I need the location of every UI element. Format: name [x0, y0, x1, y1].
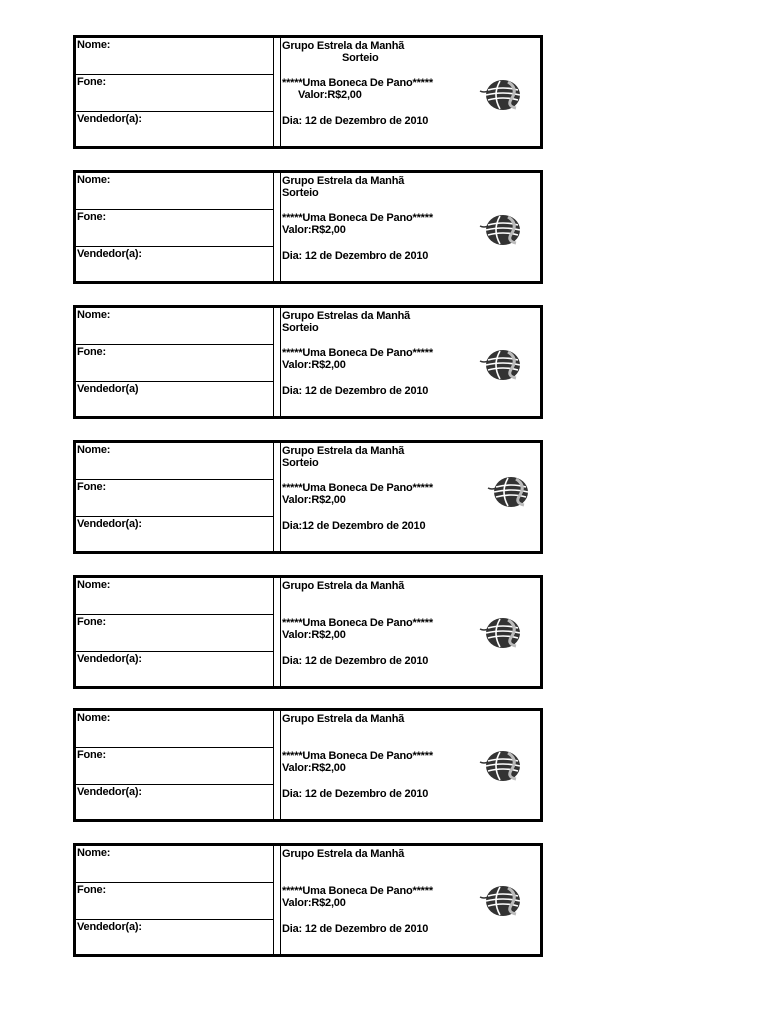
prize-text: *****Uma Boneca De Pano***** — [282, 212, 433, 224]
nome-label: Nome: — [76, 846, 273, 883]
sorteio-label: Sorteio — [342, 52, 379, 64]
group-name: Grupo Estrela da Manhã — [282, 580, 405, 592]
nome-label: Nome: — [76, 38, 273, 75]
prize-text: *****Uma Boneca De Pano***** — [282, 77, 433, 89]
perforation-gap — [275, 443, 281, 551]
dia-text: Dia: 12 de Dezembro de 2010 — [282, 250, 429, 262]
prize-text: *****Uma Boneca De Pano***** — [282, 885, 433, 897]
raffle-ticket — [73, 170, 543, 284]
group-name: Grupo Estrelas da Manhã — [282, 310, 411, 322]
vendedor-label: Vendedor(a): — [77, 113, 142, 125]
sorteio-label: Sorteio — [282, 187, 319, 199]
perforation-gap — [275, 846, 281, 954]
fone-label: Fone: — [76, 615, 273, 652]
globe-icon — [478, 884, 524, 918]
globe-icon — [478, 78, 524, 112]
nome-label: Nome: — [76, 578, 273, 615]
ticket-stub — [76, 38, 274, 146]
vendedor-label: Vendedor(a): — [77, 921, 142, 933]
group-name: Grupo Estrela da Manhã — [282, 713, 405, 725]
ticket-stub — [76, 578, 274, 686]
valor-text: Valor:R$2,00 — [282, 762, 346, 774]
group-name: Grupo Estrela da Manhã — [282, 848, 405, 860]
fone-label: Fone: — [76, 345, 273, 382]
sorteio-label: Sorteio — [282, 322, 319, 334]
globe-icon — [478, 348, 524, 382]
vendedor-label: Vendedor(a): — [77, 248, 142, 260]
valor-text: Valor:R$2,00 — [282, 629, 346, 641]
dia-text: Dia: 12 de Dezembro de 2010 — [282, 788, 429, 800]
perforation-gap — [275, 711, 281, 819]
dia-text: Dia: 12 de Dezembro de 2010 — [282, 655, 429, 667]
valor-text: Valor:R$2,00 — [282, 359, 346, 371]
prize-text: *****Uma Boneca De Pano***** — [282, 482, 433, 494]
ticket-stub — [76, 443, 274, 551]
nome-label: Nome: — [76, 443, 273, 480]
ticket-stub — [76, 846, 274, 954]
valor-text: Valor:R$2,00 — [282, 224, 346, 236]
group-name: Grupo Estrela da Manhã — [282, 445, 405, 457]
globe-icon — [478, 749, 524, 783]
raffle-ticket — [73, 843, 543, 957]
vendedor-label: Vendedor(a): — [77, 653, 142, 665]
vendedor-label: Vendedor(a) — [77, 383, 139, 395]
ticket-stub — [76, 711, 274, 819]
group-name: Grupo Estrela da Manhã — [282, 175, 405, 187]
sorteio-label: Sorteio — [282, 457, 319, 469]
dia-text: Dia:12 de Dezembro de 2010 — [282, 520, 426, 532]
nome-label: Nome: — [76, 308, 273, 345]
fone-label: Fone: — [76, 75, 273, 112]
globe-icon — [486, 475, 532, 509]
raffle-ticket — [73, 440, 543, 554]
valor-text: Valor:R$2,00 — [282, 494, 346, 506]
dia-text: Dia: 12 de Dezembro de 2010 — [282, 115, 429, 127]
vendedor-label: Vendedor(a): — [77, 786, 142, 798]
raffle-ticket — [73, 708, 543, 822]
valor-text: Valor:R$2,00 — [298, 89, 362, 101]
ticket-stub — [76, 173, 274, 281]
raffle-ticket — [73, 305, 543, 419]
valor-text: Valor:R$2,00 — [282, 897, 346, 909]
vendedor-label: Vendedor(a): — [77, 518, 142, 530]
dia-text: Dia: 12 de Dezembro de 2010 — [282, 385, 429, 397]
prize-text: *****Uma Boneca De Pano***** — [282, 617, 433, 629]
globe-icon — [478, 616, 524, 650]
group-name: Grupo Estrela da Manhã — [282, 40, 405, 52]
prize-text: *****Uma Boneca De Pano***** — [282, 347, 433, 359]
nome-label: Nome: — [76, 173, 273, 210]
perforation-gap — [275, 578, 281, 686]
ticket-stub — [76, 308, 274, 416]
perforation-gap — [275, 173, 281, 281]
fone-label: Fone: — [76, 210, 273, 247]
fone-label: Fone: — [76, 480, 273, 517]
perforation-gap — [275, 38, 281, 146]
globe-icon — [478, 213, 524, 247]
dia-text: Dia: 12 de Dezembro de 2010 — [282, 923, 429, 935]
prize-text: *****Uma Boneca De Pano***** — [282, 750, 433, 762]
perforation-gap — [275, 308, 281, 416]
nome-label: Nome: — [76, 711, 273, 748]
fone-label: Fone: — [76, 748, 273, 785]
raffle-ticket — [73, 35, 543, 149]
raffle-ticket — [73, 575, 543, 689]
fone-label: Fone: — [76, 883, 273, 920]
